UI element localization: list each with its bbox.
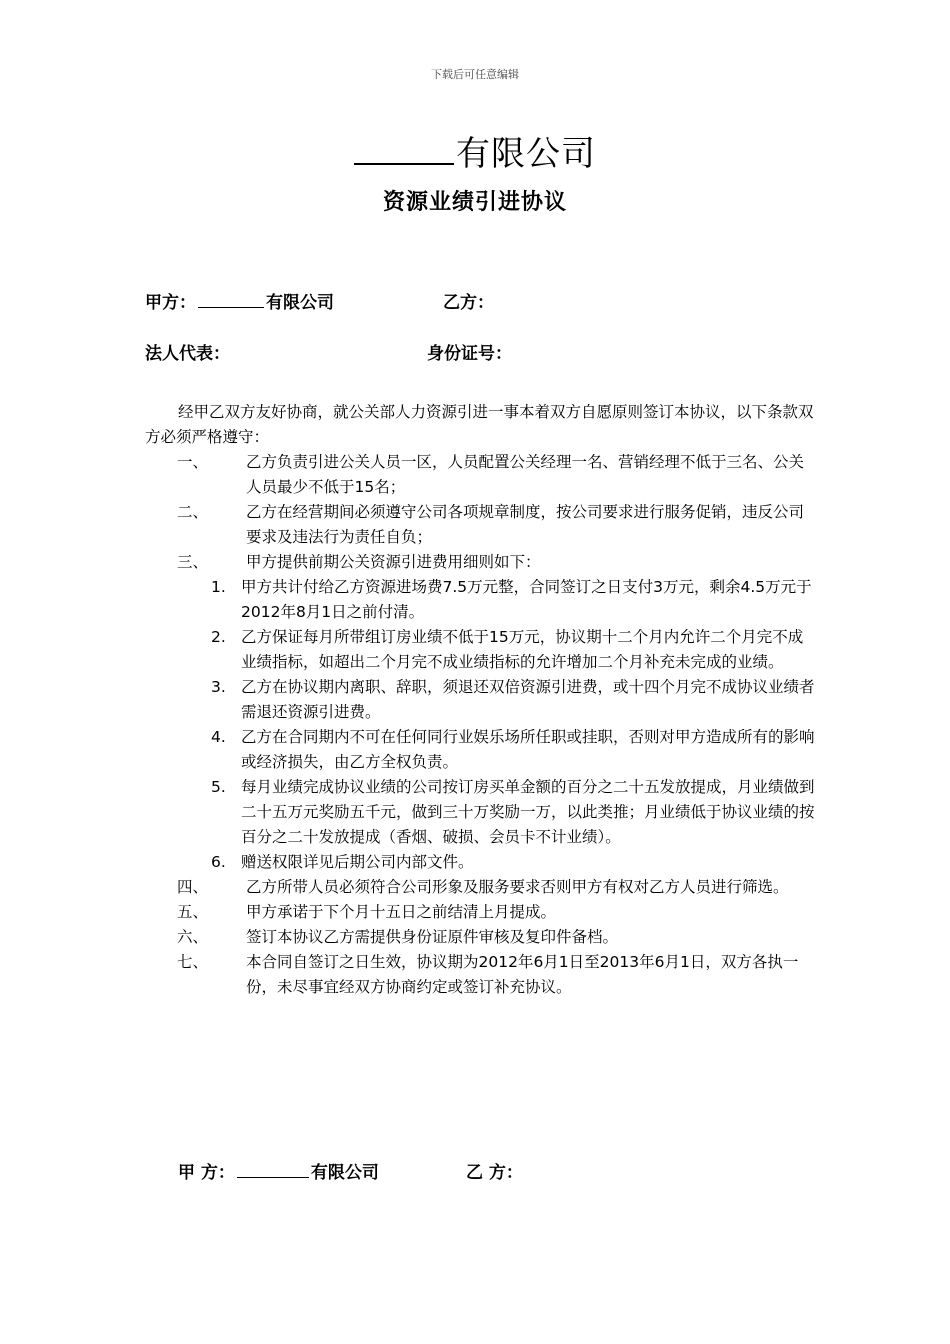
clause-item [145,925,815,950]
sub-item [145,675,815,725]
party-b-line [443,288,494,313]
clause-number: 六、 [177,928,209,946]
id-number-label: 身份证号： [427,344,512,364]
signature-party-a-suffix: 有限公司 [310,1163,379,1183]
company-title-suffix: 有限公司 [456,134,596,174]
party-b-label: 乙方： [443,293,494,313]
signature-party-b-label: 乙 方： [466,1163,523,1183]
clause-number: 四、 [177,878,209,896]
sub-item-number: 4. [211,728,226,746]
clause-number: 二、 [177,503,209,521]
clause-text: 乙方在经营期间必须遵守公司各项规章制度，按公司要求进行服务促销，违反公司要求及违法行为责任自负； [246,503,805,546]
header-note: 下载后可任意编辑 [431,68,519,81]
clause-item [145,875,815,900]
sub-item [145,725,815,775]
clause-number: 一、 [177,453,209,471]
clause-text: 甲方承诺于下个月十五日之前结清上月提成。 [246,903,557,921]
clause-item [145,900,815,925]
sub-item-number: 2. [211,628,226,646]
sub-item [145,850,815,875]
company-name-blank [354,133,454,165]
id-number-line [427,339,512,364]
clause-number: 七、 [177,953,209,971]
clause-text: 乙方负责引进公关人员一区，人员配置公关经理一名、营销经理不低于三名、公关人员最少不低于15名； [246,453,805,496]
clause-item [145,450,815,500]
clause-text: 甲方提供前期公关资源引进费用细则如下： [246,553,541,571]
signature-party-a [178,1158,379,1183]
legal-rep-label: 法人代表： [145,344,230,364]
sub-item-text: 每月业绩完成协议业绩的公司按订房买单金额的百分之二十五发放提成，月业绩做到二十五万元奖励五千元，做到三十万奖励一万，以此类推；月业绩低于协议业绩的按百分之二十发放提成（香烟、破损、会员卡不计业绩）。 [241,778,815,846]
clause-item [145,550,815,575]
sub-item-text: 乙方在合同期内不可在任何同行业娱乐场所任职或挂职，否则对甲方造成所有的影响或经济损失，由乙方全权负责。 [241,728,815,771]
party-a-line [145,288,334,313]
clause-text: 本合同自签订之日生效，协议期为2012年6月1日至2013年6月1日，双方各执一份，未尽事宜经双方协商约定或签订补充协议。 [246,953,799,996]
legal-rep-line [145,339,230,364]
party-a-suffix: 有限公司 [266,293,334,313]
sub-item-text: 赠送权限详见后期公司内部文件。 [241,853,474,871]
sub-item-number: 5. [211,778,226,796]
clause-number: 五、 [177,903,209,921]
clause-text: 签订本协议乙方需提供身份证原件审核及复印件备档。 [246,928,619,946]
company-title [0,126,950,175]
sub-item-number: 1. [211,578,226,596]
signature-party-a-blank [237,1161,309,1178]
clause-number: 三、 [177,553,209,571]
sub-item-number: 6. [211,853,226,871]
sub-item [145,775,815,850]
sub-item [145,575,815,625]
sub-item-number: 3. [211,678,226,696]
clause-item [145,500,815,550]
signature-party-a-label: 甲 方： [178,1163,235,1183]
sub-item-text: 乙方在协议期内离职、辞职，须退还双倍资源引进费，或十四个月完不成协议业绩者需退还资源引进费。 [241,678,815,721]
signature-party-b [466,1158,523,1183]
party-a-name-blank [198,291,264,308]
sub-item-text: 乙方保证每月所带组订房业绩不低于15万元，协议期十二个月内允许二个月完不成业绩指标，如超出二个月完不成业绩指标的允许增加二个月补充未完成的业绩。 [241,628,804,671]
clause-text: 乙方所带人员必须符合公司形象及服务要求否则甲方有权对乙方人员进行筛选。 [246,878,789,896]
party-a-label: 甲方： [145,293,196,313]
sub-item [145,625,815,675]
agreement-body [145,400,815,1000]
clause-item [145,950,815,1000]
intro-paragraph: 经甲乙双方友好协商，就公关部人力资源引进一事本着双方自愿原则签订本协议，以下条款双方必须严格遵守： [145,403,814,446]
document-title: 资源业绩引进协议 [382,190,567,215]
sub-item-text: 甲方共计付给乙方资源进场费7.5万元整，合同签订之日支付3万元，剩余4.5万元于2012年8月1日之前付清。 [241,578,812,621]
